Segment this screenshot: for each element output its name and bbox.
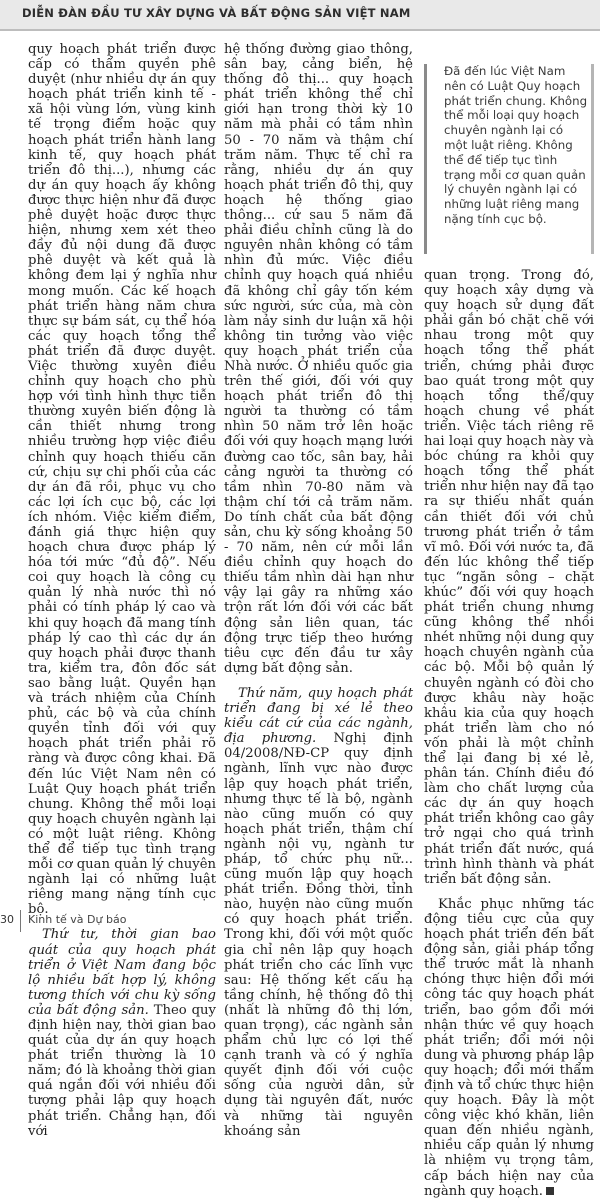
pull-quote-border <box>591 64 594 254</box>
paragraph <box>424 897 594 1199</box>
paragraph-lead: Thứ năm, quy hoạch phát triển đang bị xé lẻ theo kiểu cát cứ của các ngành, địa phương. <box>224 685 413 747</box>
page-footer <box>0 902 600 935</box>
section-title: DIỄN ĐÀN ĐẦU TƯ XÂY DỰNG VÀ BẤT ĐỘNG SẢN VIỆT NAM <box>22 6 411 20</box>
paragraph-body: Nghị định 04/2008/NĐ-CP quy định ngành, lĩnh vực nào được lập quy hoạch phát triển, nhưng thực tế là bộ, ngành nào cũng muốn có quy hoạch phát triển, thậm chí ngành nội vụ, ngành tư pháp, tổ chức phụ nữ... cũng muốn lập quy hoạch phát triển. Đồng thời, tỉnh nào, huyện nào cũng muốn có quy hoạch phát triển. Trong khi, đối với một quốc gia chỉ nên lập quy hoạch phát triển cho các lĩnh vực sau: Hệ thống kết cấu hạ tầng chính, hệ thống đô thị (nhất là những đô thị lớn, quan trọng), các ngành sản phẩm chủ lực có lợi thế cạnh tranh và có ý nghĩa quyết định đối với cuộc sống của người dân, sử dụng tài nguyên đất, nước và những tài nguyên khoáng sản <box>224 731 413 1139</box>
paragraph: hệ thống đường giao thông, sân bay, cảng biển, hệ thống đô thị... quy hoạch phát triển không thể chỉ giới hạn trong thời kỳ 10 năm mà phải có tầm nhìn 50 - 70 năm và thậm chí trăm năm. Thực tế chỉ ra rằng, nhiều dự án quy hoạch phát triển đô thị, quy hoạch hệ thống giao thông... cứ sau 5 năm đã phải điều chỉnh cũng là do nguyên nhân không có tầm nhìn đủ mức. Việc điều chỉnh quy hoạch quá nhiều đã không chỉ gây tốn kém sức người, sức của, mà còn làm nảy sinh dư luận xã hội không tin tưởng vào việc quy hoạch phát triển của Nhà nước. Ở nhiều quốc gia trên thế giới, đối với quy hoạch phát triển đô thị người ta thường có tầm nhìn 50 năm trở lên hoặc đối với quy hoạch mạng lưới đường cao tốc, sân bay, hải cảng người ta thường có tầm nhìn 70-80 năm và thậm chí tới cả trăm năm. Do tính chất của bất động sản, chu kỳ sống khoảng 50 - 70 năm, nên cứ mỗi lần điều chỉnh quy hoạch do thiếu tầm nhìn dài hạn như vậy lại gây ra những xáo trộn rất lớn đối với các bất động sản liên quan, tác động trực tiếp theo hướng tiêu cực đến đầu tư xây dựng bất động sản. <box>224 42 413 676</box>
article-column-3 <box>424 268 595 1199</box>
paragraph: quy hoạch phát triển được cấp có thẩm quyền phê duyệt (như nhiều dự án quy hoạch phát triển kinh tế - xã hội vùng lớn, vùng kinh tế trọng điểm hoặc quy hoạch phát triển hành lang kinh tế, quy hoạch phát triển đô thị...), nhưng các dự án quy hoạch ấy không được thực hiện như đã được phê duyệt hoặc được thực hiện, nhưng xem xét theo đầy đủ nội dung đã được phê duyệt và kết quả là không đem lại ý nghĩa như mong muốn. Các kế hoạch phát triển hàng năm chưa thực sự bám sát, cụ thể hóa các quy hoạch tổng thể phát triển đã được duyệt. Việc thường xuyên điều chỉnh quy hoạch cho phù hợp với tình hình thực tiễn thường xuyên biến động là cần thiết nhưng trong nhiều trường hợp việc điều chỉnh quy hoạch thiếu căn cứ, chịu sự chi phối của các dự án đã rồi, phục vụ cho các lợi ích cục bộ, các lợi ích nhóm. Việc kiểm điểm, đánh giá thực hiện quy hoạch chưa được pháp lý hóa tới mức “đủ độ”. Nếu coi quy hoạch là công cụ quản lý nhà nước thì nó phải có tính pháp lý cao và khi quy hoạch đã mang tính pháp lý cao thì các dự án quy hoạch phải được thanh tra, kiểm tra, đôn đốc sát sao bằng luật. Quyền hạn và trách nhiệm của Chính phủ, các bộ và của chính quyền tỉnh đối với quy hoạch phát triển phải rõ ràng và được công khai. Đã đến lúc Việt Nam nên có Luật Quy hoạch phát triển chung. Không thể mỗi loại quy hoạch chuyên ngành lại có một luật riêng. Không thể để tiếp tục tình trạng mỗi cơ quan quản lý chuyên ngành lại có những luật riêng mang nặng tính cục bộ. <box>28 42 216 918</box>
end-of-article-icon <box>546 1187 554 1195</box>
pull-quote-text: Đã đến lúc Việt Nam nên có Luật Quy hoạch phát triển chung. Không thể mỗi loại quy hoạch chuyên ngành lại có một luật riêng. Không thể để tiếp tục tình trạng mỗi cơ quan quản lý chuyên ngành lại có những luật riêng mang nặng tính cục bộ. <box>444 64 588 226</box>
publication-name: Kinh tế và Dự báo <box>28 913 127 926</box>
paragraph-body: Khắc phục những tác động tiêu cực của quy hoạch phát triển đến bất động sản, giải pháp tổng thể trước mắt là nhanh chóng thực hiện đổi mới công tác quy hoạch phát triển, bao gồm đổi mới nhận thức về quy hoạch phát triển; đổi mới nội dung và phương pháp lập quy hoạch; đổi mới thẩm định và tổ chức thực hiện quy hoạch. Đây là một công việc khó khăn, liên quan đến nhiều ngành, nhiều cấp quản lý nhưng là nhiệm vụ trọng tâm, cấp bách hiện nay của ngành quy hoạch. <box>424 896 595 1199</box>
pull-quote-border <box>424 64 427 254</box>
paragraph <box>28 927 216 1138</box>
paragraph-body: Theo quy định hiện nay, thời gian bao quát của dự án quy hoạch phát triển thường là 10 năm; đó là khoảng thời gian quá ngắn đối với nhiều đối tượng phải lập quy hoạch phát triển. Chẳng hạn, đối với <box>28 1002 216 1139</box>
paragraph-lead: Thứ tư, thời gian bao quát của quy hoạch phát triển ở Việt Nam đang bộc lộ nhiều bất hợp lý, không tương thích với chu kỳ sống của bất động sản. <box>28 927 216 1018</box>
section-header <box>0 0 600 30</box>
header-divider <box>0 29 600 31</box>
pull-quote <box>424 42 594 256</box>
footer-divider <box>20 910 21 932</box>
page-number: 30 <box>0 913 14 926</box>
article-column-2 <box>224 42 413 1139</box>
paragraph: quan trọng. Trong đó, quy hoạch xây dựng và quy hoạch sử dụng đất phải gắn bó chặt chẽ với nhau trong một quy hoạch tổng thể phát triển, chứng phải được bao quát trong một quy hoạch tổng thể/quy hoạch chung về phát triển. Việc tách riêng rẽ hai loại quy hoạch này và bóc chúng ra khỏi quy hoạch tổng thể phát triển như hiện nay đã tạo ra sự thiếu nhất quán cần thiết đối với chủ trương phát triển ở tầm vĩ mô. Đối với nước ta, đã đến lúc không thể tiếp tục “ngăn sông – chặt khúc” đối với quy hoạch phát triển chung nhưng cũng không thể nhồi nhét những nội dung quy hoạch chuyên ngành của các bộ. Mỗi bộ quản lý chuyên ngành có đòi cho được khâu này hoặc khâu kia của quy hoạch phát triển làm cho nó vốn phải là một chỉnh thể lại đang bị xé lẻ, phân tán. Chính điều đó làm cho chất lượng của các dự án quy hoạch phát triển không cao gây trở ngại cho quá trình phát triển đất nước, quá trình hình thành và phát triển bất động sản. <box>424 268 594 887</box>
